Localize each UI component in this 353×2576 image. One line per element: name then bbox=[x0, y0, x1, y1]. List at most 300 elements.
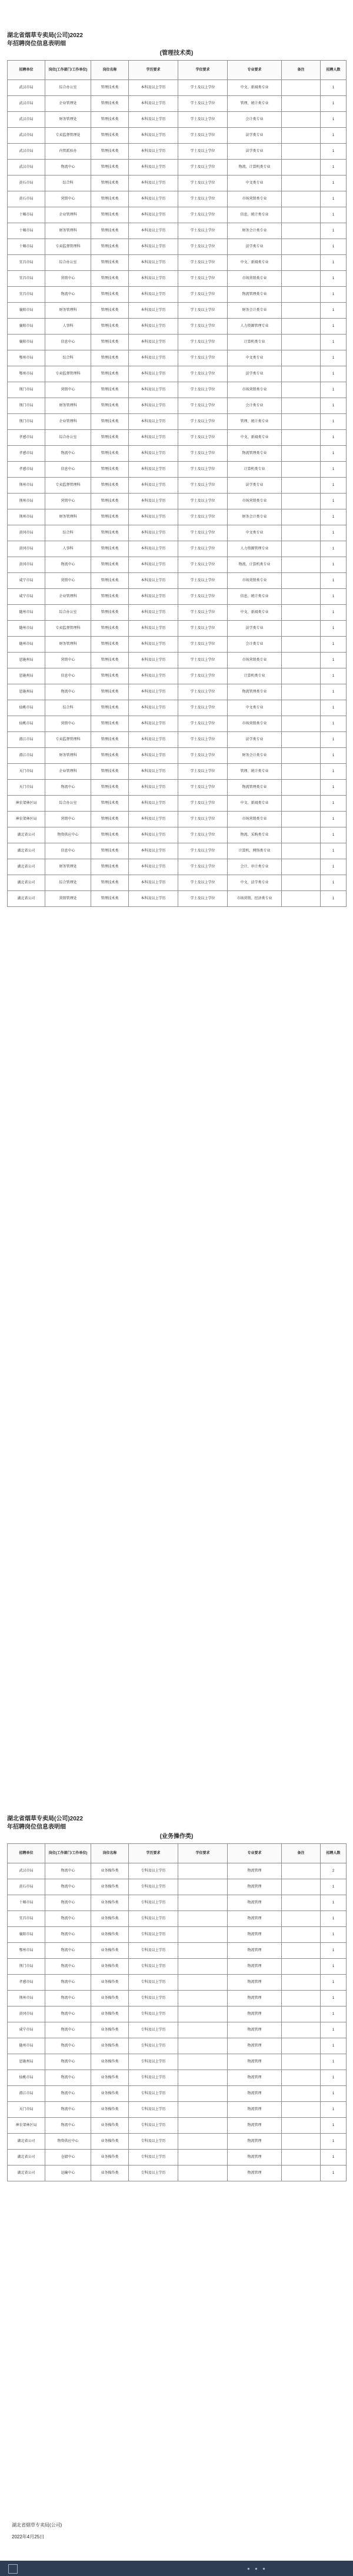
table-cell bbox=[282, 430, 321, 446]
job-table-operations bbox=[7, 1843, 347, 2181]
table-cell: 1 bbox=[321, 255, 347, 271]
table-cell: 1 bbox=[321, 2007, 347, 2022]
table-cell bbox=[282, 335, 321, 350]
table-cell bbox=[178, 1911, 228, 1927]
table-cell: 物流、计算机类专业 bbox=[228, 160, 282, 176]
table-cell: 专卖监督管理处 bbox=[45, 128, 91, 144]
table-cell: 荆州市局 bbox=[8, 494, 45, 509]
table-row bbox=[8, 509, 347, 525]
table-cell: 学士及以上学位 bbox=[178, 859, 228, 875]
table-cell: 本科及以上学历 bbox=[129, 653, 178, 668]
table-cell: 学士及以上学位 bbox=[178, 621, 228, 637]
table-cell: 中文类专业 bbox=[228, 350, 282, 366]
table-cell: 咸宁市局 bbox=[8, 589, 45, 605]
table-cell bbox=[282, 494, 321, 509]
table-cell: 黄石市局 bbox=[8, 191, 45, 207]
table-cell bbox=[178, 2086, 228, 2102]
table-row bbox=[8, 446, 347, 462]
table-row bbox=[8, 732, 347, 748]
table-cell: 随州市局 bbox=[8, 637, 45, 653]
table-cell: 管理技术类 bbox=[91, 812, 129, 827]
table-cell: 黄冈市局 bbox=[8, 557, 45, 573]
table-cell: 1 bbox=[321, 1991, 347, 2007]
table-cell: 市场营销类专业 bbox=[228, 716, 282, 732]
table-cell: 计算机、网络类专业 bbox=[228, 843, 282, 859]
table-cell: 武汉市局 bbox=[8, 144, 45, 160]
table-cell: 随州市局 bbox=[8, 605, 45, 621]
table-cell: 1 bbox=[321, 2118, 347, 2134]
table-cell: 1 bbox=[321, 366, 347, 382]
table-cell: 物流中心 bbox=[45, 1911, 91, 1927]
table-cell: 鄂州市局 bbox=[8, 366, 45, 382]
table-cell: 专科及以上学历 bbox=[129, 2070, 178, 2086]
table-cell bbox=[282, 366, 321, 382]
table-cell: 本科及以上学历 bbox=[129, 589, 178, 605]
table-cell: 学士及以上学位 bbox=[178, 239, 228, 255]
table-cell: 专科及以上学历 bbox=[129, 2086, 178, 2102]
table-cell: 专科及以上学历 bbox=[129, 1895, 178, 1911]
table-cell: 物流中心 bbox=[45, 1943, 91, 1959]
table-cell: 物流中心 bbox=[45, 2054, 91, 2070]
table-cell: 本科及以上学历 bbox=[129, 112, 178, 128]
table-cell: 1 bbox=[321, 780, 347, 796]
table-cell: 1 bbox=[321, 796, 347, 812]
table-row bbox=[8, 843, 347, 859]
table-cell: 管理技术类 bbox=[91, 891, 129, 907]
table-cell: 1 bbox=[321, 2086, 347, 2102]
table-cell: 财务管理科 bbox=[45, 748, 91, 764]
table-cell: 本科及以上学历 bbox=[129, 843, 178, 859]
table-cell bbox=[282, 160, 321, 176]
table-cell: 专卖监督管理科 bbox=[45, 478, 91, 494]
table-cell: 学士及以上学位 bbox=[178, 446, 228, 462]
table-cell: 1 bbox=[321, 509, 347, 525]
col-header: 学历要求 bbox=[129, 1844, 178, 1863]
table-cell: 本科及以上学历 bbox=[129, 780, 178, 796]
table-cell: 本科及以上学历 bbox=[129, 160, 178, 176]
table-cell: 本科及以上学历 bbox=[129, 605, 178, 621]
table-row bbox=[8, 494, 347, 509]
table-cell: 十堰市局 bbox=[8, 223, 45, 239]
table-cell: 1 bbox=[321, 541, 347, 557]
table-cell: 物流管理 bbox=[228, 1895, 282, 1911]
table-cell: 学士及以上学位 bbox=[178, 430, 228, 446]
table-cell: 管理技术类 bbox=[91, 414, 129, 430]
table-cell: 管理技术类 bbox=[91, 144, 129, 160]
table-row bbox=[8, 748, 347, 764]
table-cell: 荆州市局 bbox=[8, 509, 45, 525]
table-cell: 1 bbox=[321, 207, 347, 223]
table-cell: 会计类专业 bbox=[228, 112, 282, 128]
table-cell: 物流管理类专业 bbox=[228, 684, 282, 700]
table-cell: 本科及以上学历 bbox=[129, 732, 178, 748]
table-cell: 法学类专业 bbox=[228, 239, 282, 255]
table-cell: 市场营销类专业 bbox=[228, 573, 282, 589]
table-cell: 物流中心 bbox=[45, 1895, 91, 1911]
table-cell: 财务管理处 bbox=[45, 859, 91, 875]
table-cell: 管理技术类 bbox=[91, 843, 129, 859]
table-cell: 管理技术类 bbox=[91, 271, 129, 287]
table-cell bbox=[282, 541, 321, 557]
table-cell: 学士及以上学位 bbox=[178, 96, 228, 112]
table-cell: 学士及以上学位 bbox=[178, 525, 228, 541]
table-cell: 本科及以上学历 bbox=[129, 859, 178, 875]
table-cell: 专卖监督管理科 bbox=[45, 732, 91, 748]
table-cell bbox=[178, 1927, 228, 1943]
table-cell: 本科及以上学历 bbox=[129, 96, 178, 112]
table-cell: 管理技术类 bbox=[91, 223, 129, 239]
table-cell: 本科及以上学历 bbox=[129, 668, 178, 684]
table-cell bbox=[282, 764, 321, 780]
table-cell: 管理技术类 bbox=[91, 796, 129, 812]
table-cell: 综合科 bbox=[45, 525, 91, 541]
table-cell: 武汉市局 bbox=[8, 160, 45, 176]
table-title-line2: 年招聘岗位信息表明细 bbox=[7, 41, 66, 47]
table-cell: 天门市局 bbox=[8, 764, 45, 780]
table-row bbox=[8, 2054, 347, 2070]
table-cell: 物流管理 bbox=[228, 1863, 282, 1879]
table-cell: 学士及以上学位 bbox=[178, 748, 228, 764]
table-row bbox=[8, 2070, 347, 2086]
table-cell: 法学类专业 bbox=[228, 128, 282, 144]
table-cell: 本科及以上学历 bbox=[129, 764, 178, 780]
table-cell: 物流管理 bbox=[228, 2086, 282, 2102]
table-cell bbox=[282, 1943, 321, 1959]
table-cell: 学士及以上学位 bbox=[178, 509, 228, 525]
table-cell: 企业管理科 bbox=[45, 414, 91, 430]
table-cell: 财务会计类专业 bbox=[228, 509, 282, 525]
table-cell: 管理技术类 bbox=[91, 398, 129, 414]
table-row bbox=[8, 335, 347, 350]
table-cell: 财务管理科 bbox=[45, 509, 91, 525]
table-cell: 学士及以上学位 bbox=[178, 875, 228, 891]
table-cell: 物流中心 bbox=[45, 1975, 91, 1991]
table-cell bbox=[178, 2102, 228, 2118]
table-row bbox=[8, 366, 347, 382]
table-row bbox=[8, 207, 347, 223]
table-cell: 业务操作类 bbox=[91, 2166, 129, 2181]
table-cell: 管理技术类 bbox=[91, 96, 129, 112]
table-cell: 学士及以上学位 bbox=[178, 605, 228, 621]
table-cell: 学士及以上学位 bbox=[178, 255, 228, 271]
table-row bbox=[8, 1959, 347, 1975]
table-cell bbox=[282, 2022, 321, 2038]
table-cell: 恩施州局 bbox=[8, 684, 45, 700]
table-row bbox=[8, 621, 347, 637]
table-cell bbox=[282, 96, 321, 112]
table-cell: 恩施州局 bbox=[8, 2054, 45, 2070]
table-cell bbox=[282, 605, 321, 621]
table-cell: 物流中心 bbox=[45, 287, 91, 303]
table-cell: 管理技术类 bbox=[91, 112, 129, 128]
table-cell: 物流管理 bbox=[228, 1943, 282, 1959]
table-row bbox=[8, 1911, 347, 1927]
table-cell bbox=[178, 2134, 228, 2150]
table-cell: 业务操作类 bbox=[91, 1911, 129, 1927]
table-cell: 物流管理 bbox=[228, 2150, 282, 2166]
table-cell: 法学类专业 bbox=[228, 144, 282, 160]
table-cell bbox=[282, 319, 321, 335]
col-header: 学位要求 bbox=[178, 61, 228, 80]
table-cell: 本科及以上学历 bbox=[129, 557, 178, 573]
table-cell: 本科及以上学历 bbox=[129, 287, 178, 303]
table-cell: 2 bbox=[321, 1863, 347, 1879]
table-cell: 业务操作类 bbox=[91, 1863, 129, 1879]
table-cell: 湖北省公司 bbox=[8, 875, 45, 891]
table-cell bbox=[282, 1991, 321, 2007]
table-cell: 潜江市局 bbox=[8, 748, 45, 764]
table-cell: 学士及以上学位 bbox=[178, 303, 228, 319]
table-cell: 综合科 bbox=[45, 350, 91, 366]
table-cell: 学士及以上学位 bbox=[178, 223, 228, 239]
table-cell: 管理技术类 bbox=[91, 589, 129, 605]
table-cell: 本科及以上学历 bbox=[129, 827, 178, 843]
table-row bbox=[8, 2118, 347, 2134]
col-header: 岗位名称 bbox=[91, 1844, 129, 1863]
table-cell: 物流中心 bbox=[45, 2086, 91, 2102]
table-row bbox=[8, 303, 347, 319]
table-cell: 管理技术类 bbox=[91, 509, 129, 525]
table-cell: 财务管理处 bbox=[45, 112, 91, 128]
table-cell: 本科及以上学历 bbox=[129, 509, 178, 525]
table-cell: 1 bbox=[321, 160, 347, 176]
table-cell: 1 bbox=[321, 2070, 347, 2086]
table-cell: 法学类专业 bbox=[228, 478, 282, 494]
more-icon[interactable]: ● ● ● bbox=[247, 2566, 267, 2571]
table-cell: 物流管理类专业 bbox=[228, 287, 282, 303]
table-cell: 本科及以上学历 bbox=[129, 207, 178, 223]
table-cell bbox=[282, 509, 321, 525]
table-cell: 专科及以上学历 bbox=[129, 2166, 178, 2181]
table-cell bbox=[282, 1911, 321, 1927]
table-cell bbox=[282, 621, 321, 637]
table-cell: 管理技术类 bbox=[91, 160, 129, 176]
table-row bbox=[8, 160, 347, 176]
table-cell: 湖北省公司 bbox=[8, 2134, 45, 2150]
table-cell: 管理技术类 bbox=[91, 176, 129, 191]
table-cell bbox=[282, 2038, 321, 2054]
table-cell: 信息中心 bbox=[45, 843, 91, 859]
table-cell: 物流中心 bbox=[45, 1863, 91, 1879]
table-cell: 1 bbox=[321, 1879, 347, 1895]
table-cell: 1 bbox=[321, 128, 347, 144]
table-cell: 市场营销类专业 bbox=[228, 494, 282, 509]
table-row bbox=[8, 700, 347, 716]
table-cell: 企业管理科 bbox=[45, 207, 91, 223]
table-cell: 学士及以上学位 bbox=[178, 80, 228, 96]
table-cell: 物流中心 bbox=[45, 1959, 91, 1975]
table-cell: 管理技术类 bbox=[91, 827, 129, 843]
table-cell: 1 bbox=[321, 812, 347, 827]
document-footer bbox=[7, 2522, 346, 2541]
table-cell: 专科及以上学历 bbox=[129, 2054, 178, 2070]
table-cell bbox=[282, 684, 321, 700]
table-cell: 营销中心 bbox=[45, 494, 91, 509]
table-cell bbox=[282, 653, 321, 668]
table-cell: 荆门市局 bbox=[8, 398, 45, 414]
table-cell: 1 bbox=[321, 764, 347, 780]
table-cell: 计算机类专业 bbox=[228, 335, 282, 350]
table-cell: 1 bbox=[321, 176, 347, 191]
table-cell: 专卖监督管理科 bbox=[45, 239, 91, 255]
table-cell: 业务操作类 bbox=[91, 2038, 129, 2054]
table-cell: 信息中心 bbox=[45, 668, 91, 684]
table-cell: 管理技术类 bbox=[91, 366, 129, 382]
table-cell: 随州市局 bbox=[8, 2038, 45, 2054]
table-row bbox=[8, 176, 347, 191]
table-cell: 潜江市局 bbox=[8, 732, 45, 748]
table-row bbox=[8, 1895, 347, 1911]
table-cell: 1 bbox=[321, 2134, 347, 2150]
table-cell: 学士及以上学位 bbox=[178, 398, 228, 414]
table-cell: 鄂州市局 bbox=[8, 350, 45, 366]
table-row bbox=[8, 350, 347, 366]
table-cell: 1 bbox=[321, 462, 347, 478]
table-cell bbox=[282, 2070, 321, 2086]
table-cell: 管理技术类 bbox=[91, 128, 129, 144]
table-cell bbox=[282, 668, 321, 684]
table-row bbox=[8, 1991, 347, 2007]
table-cell: 本科及以上学历 bbox=[129, 700, 178, 716]
table-row bbox=[8, 287, 347, 303]
table-cell: 本科及以上学历 bbox=[129, 398, 178, 414]
table-cell: 本科及以上学历 bbox=[129, 748, 178, 764]
table-cell: 1 bbox=[321, 398, 347, 414]
table-cell: 中文、新闻类专业 bbox=[228, 80, 282, 96]
table-row bbox=[8, 255, 347, 271]
table-cell: 法学类专业 bbox=[228, 621, 282, 637]
table-cell: 1 bbox=[321, 1911, 347, 1927]
table-cell: 物流管理类专业 bbox=[228, 780, 282, 796]
table-cell: 市场营销类专业 bbox=[228, 653, 282, 668]
table-cell: 1 bbox=[321, 2166, 347, 2181]
table-cell bbox=[282, 350, 321, 366]
table-cell bbox=[282, 700, 321, 716]
table-cell: 荆门市局 bbox=[8, 382, 45, 398]
table-row bbox=[8, 2022, 347, 2038]
table-cell: 物流管理 bbox=[228, 2022, 282, 2038]
table-cell: 宜昌市局 bbox=[8, 255, 45, 271]
table-cell: 随州市局 bbox=[8, 621, 45, 637]
table-cell: 本科及以上学历 bbox=[129, 621, 178, 637]
table-cell: 管理技术类 bbox=[91, 764, 129, 780]
table-cell: 十堰市局 bbox=[8, 1895, 45, 1911]
table-cell: 湖北省公司 bbox=[8, 827, 45, 843]
table-cell: 物流管理 bbox=[228, 2038, 282, 2054]
table-cell: 1 bbox=[321, 303, 347, 319]
table-cell: 学士及以上学位 bbox=[178, 462, 228, 478]
table-cell bbox=[282, 875, 321, 891]
col-header: 岗位(工作部门/工作单位) bbox=[45, 61, 91, 80]
table-cell: 黄石市局 bbox=[8, 176, 45, 191]
table-cell bbox=[282, 573, 321, 589]
table-cell: 管理技术类 bbox=[91, 255, 129, 271]
table-row bbox=[8, 144, 347, 160]
table-cell bbox=[282, 303, 321, 319]
table-row bbox=[8, 1879, 347, 1895]
table-cell: 孝感市局 bbox=[8, 1975, 45, 1991]
table-row bbox=[8, 589, 347, 605]
table-cell: 管理技术类 bbox=[91, 541, 129, 557]
table-cell: 业务操作类 bbox=[91, 2022, 129, 2038]
table-cell: 本科及以上学历 bbox=[129, 494, 178, 509]
table-cell: 学士及以上学位 bbox=[178, 716, 228, 732]
table-cell: 本科及以上学历 bbox=[129, 462, 178, 478]
table-cell: 学士及以上学位 bbox=[178, 382, 228, 398]
table-cell: 1 bbox=[321, 573, 347, 589]
table-cell: 物流管理类专业 bbox=[228, 446, 282, 462]
table-row bbox=[8, 796, 347, 812]
table-cell: 管理技术类 bbox=[91, 350, 129, 366]
table-cell: 管理技术类 bbox=[91, 621, 129, 637]
table-cell: 鄂州市局 bbox=[8, 1943, 45, 1959]
table-row bbox=[8, 764, 347, 780]
table-cell: 中文、新闻类专业 bbox=[228, 796, 282, 812]
table-row bbox=[8, 191, 347, 207]
table-row bbox=[8, 430, 347, 446]
table-cell: 孝感市局 bbox=[8, 446, 45, 462]
table-cell: 专科及以上学历 bbox=[129, 1943, 178, 1959]
table-cell: 营销中心 bbox=[45, 716, 91, 732]
table-cell: 专科及以上学历 bbox=[129, 1879, 178, 1895]
table-cell: 天门市局 bbox=[8, 780, 45, 796]
table-cell: 1 bbox=[321, 287, 347, 303]
table-cell: 管理技术类 bbox=[91, 780, 129, 796]
table-cell: 本科及以上学历 bbox=[129, 303, 178, 319]
table-cell: 天门市局 bbox=[8, 2102, 45, 2118]
table-cell: 学士及以上学位 bbox=[178, 366, 228, 382]
table-cell bbox=[178, 2150, 228, 2166]
table-cell: 学士及以上学位 bbox=[178, 780, 228, 796]
table-cell: 中文、新闻类专业 bbox=[228, 255, 282, 271]
table-cell: 本科及以上学历 bbox=[129, 684, 178, 700]
table-cell: 市场营销、经济类专业 bbox=[228, 891, 282, 907]
table-cell: 宜昌市局 bbox=[8, 287, 45, 303]
job-table-management bbox=[7, 60, 347, 907]
table-cell: 物流管理 bbox=[228, 1975, 282, 1991]
table-cell: 学士及以上学位 bbox=[178, 891, 228, 907]
table-cell: 专科及以上学历 bbox=[129, 2134, 178, 2150]
table-cell: 信息、统计类专业 bbox=[228, 207, 282, 223]
issue-date: 2022年4月25日 bbox=[12, 2534, 45, 2539]
table-cell: 1 bbox=[321, 96, 347, 112]
table-cell: 人事科 bbox=[45, 541, 91, 557]
table-cell bbox=[282, 2007, 321, 2022]
table-cell bbox=[282, 144, 321, 160]
table-cell: 本科及以上学历 bbox=[129, 128, 178, 144]
table-cell: 学士及以上学位 bbox=[178, 637, 228, 653]
table-cell: 1 bbox=[321, 430, 347, 446]
table-cell bbox=[178, 1863, 228, 1879]
table-row bbox=[8, 223, 347, 239]
table-cell: 本科及以上学历 bbox=[129, 382, 178, 398]
table-cell: 管理技术类 bbox=[91, 191, 129, 207]
table-cell: 物流中心 bbox=[45, 2022, 91, 2038]
table-row bbox=[8, 398, 347, 414]
table-cell: 荆州市局 bbox=[8, 1991, 45, 2007]
table-cell: 1 bbox=[321, 748, 347, 764]
table-cell: 1 bbox=[321, 2038, 347, 2054]
table-cell: 1 bbox=[321, 1959, 347, 1975]
table-cell: 黄石市局 bbox=[8, 1879, 45, 1895]
table-cell: 学士及以上学位 bbox=[178, 319, 228, 335]
table-cell: 信息中心 bbox=[45, 462, 91, 478]
table-cell: 业务操作类 bbox=[91, 2150, 129, 2166]
table-row bbox=[8, 1863, 347, 1879]
table-cell bbox=[178, 1943, 228, 1959]
table-cell: 市场营销类专业 bbox=[228, 812, 282, 827]
table-cell bbox=[282, 2054, 321, 2070]
